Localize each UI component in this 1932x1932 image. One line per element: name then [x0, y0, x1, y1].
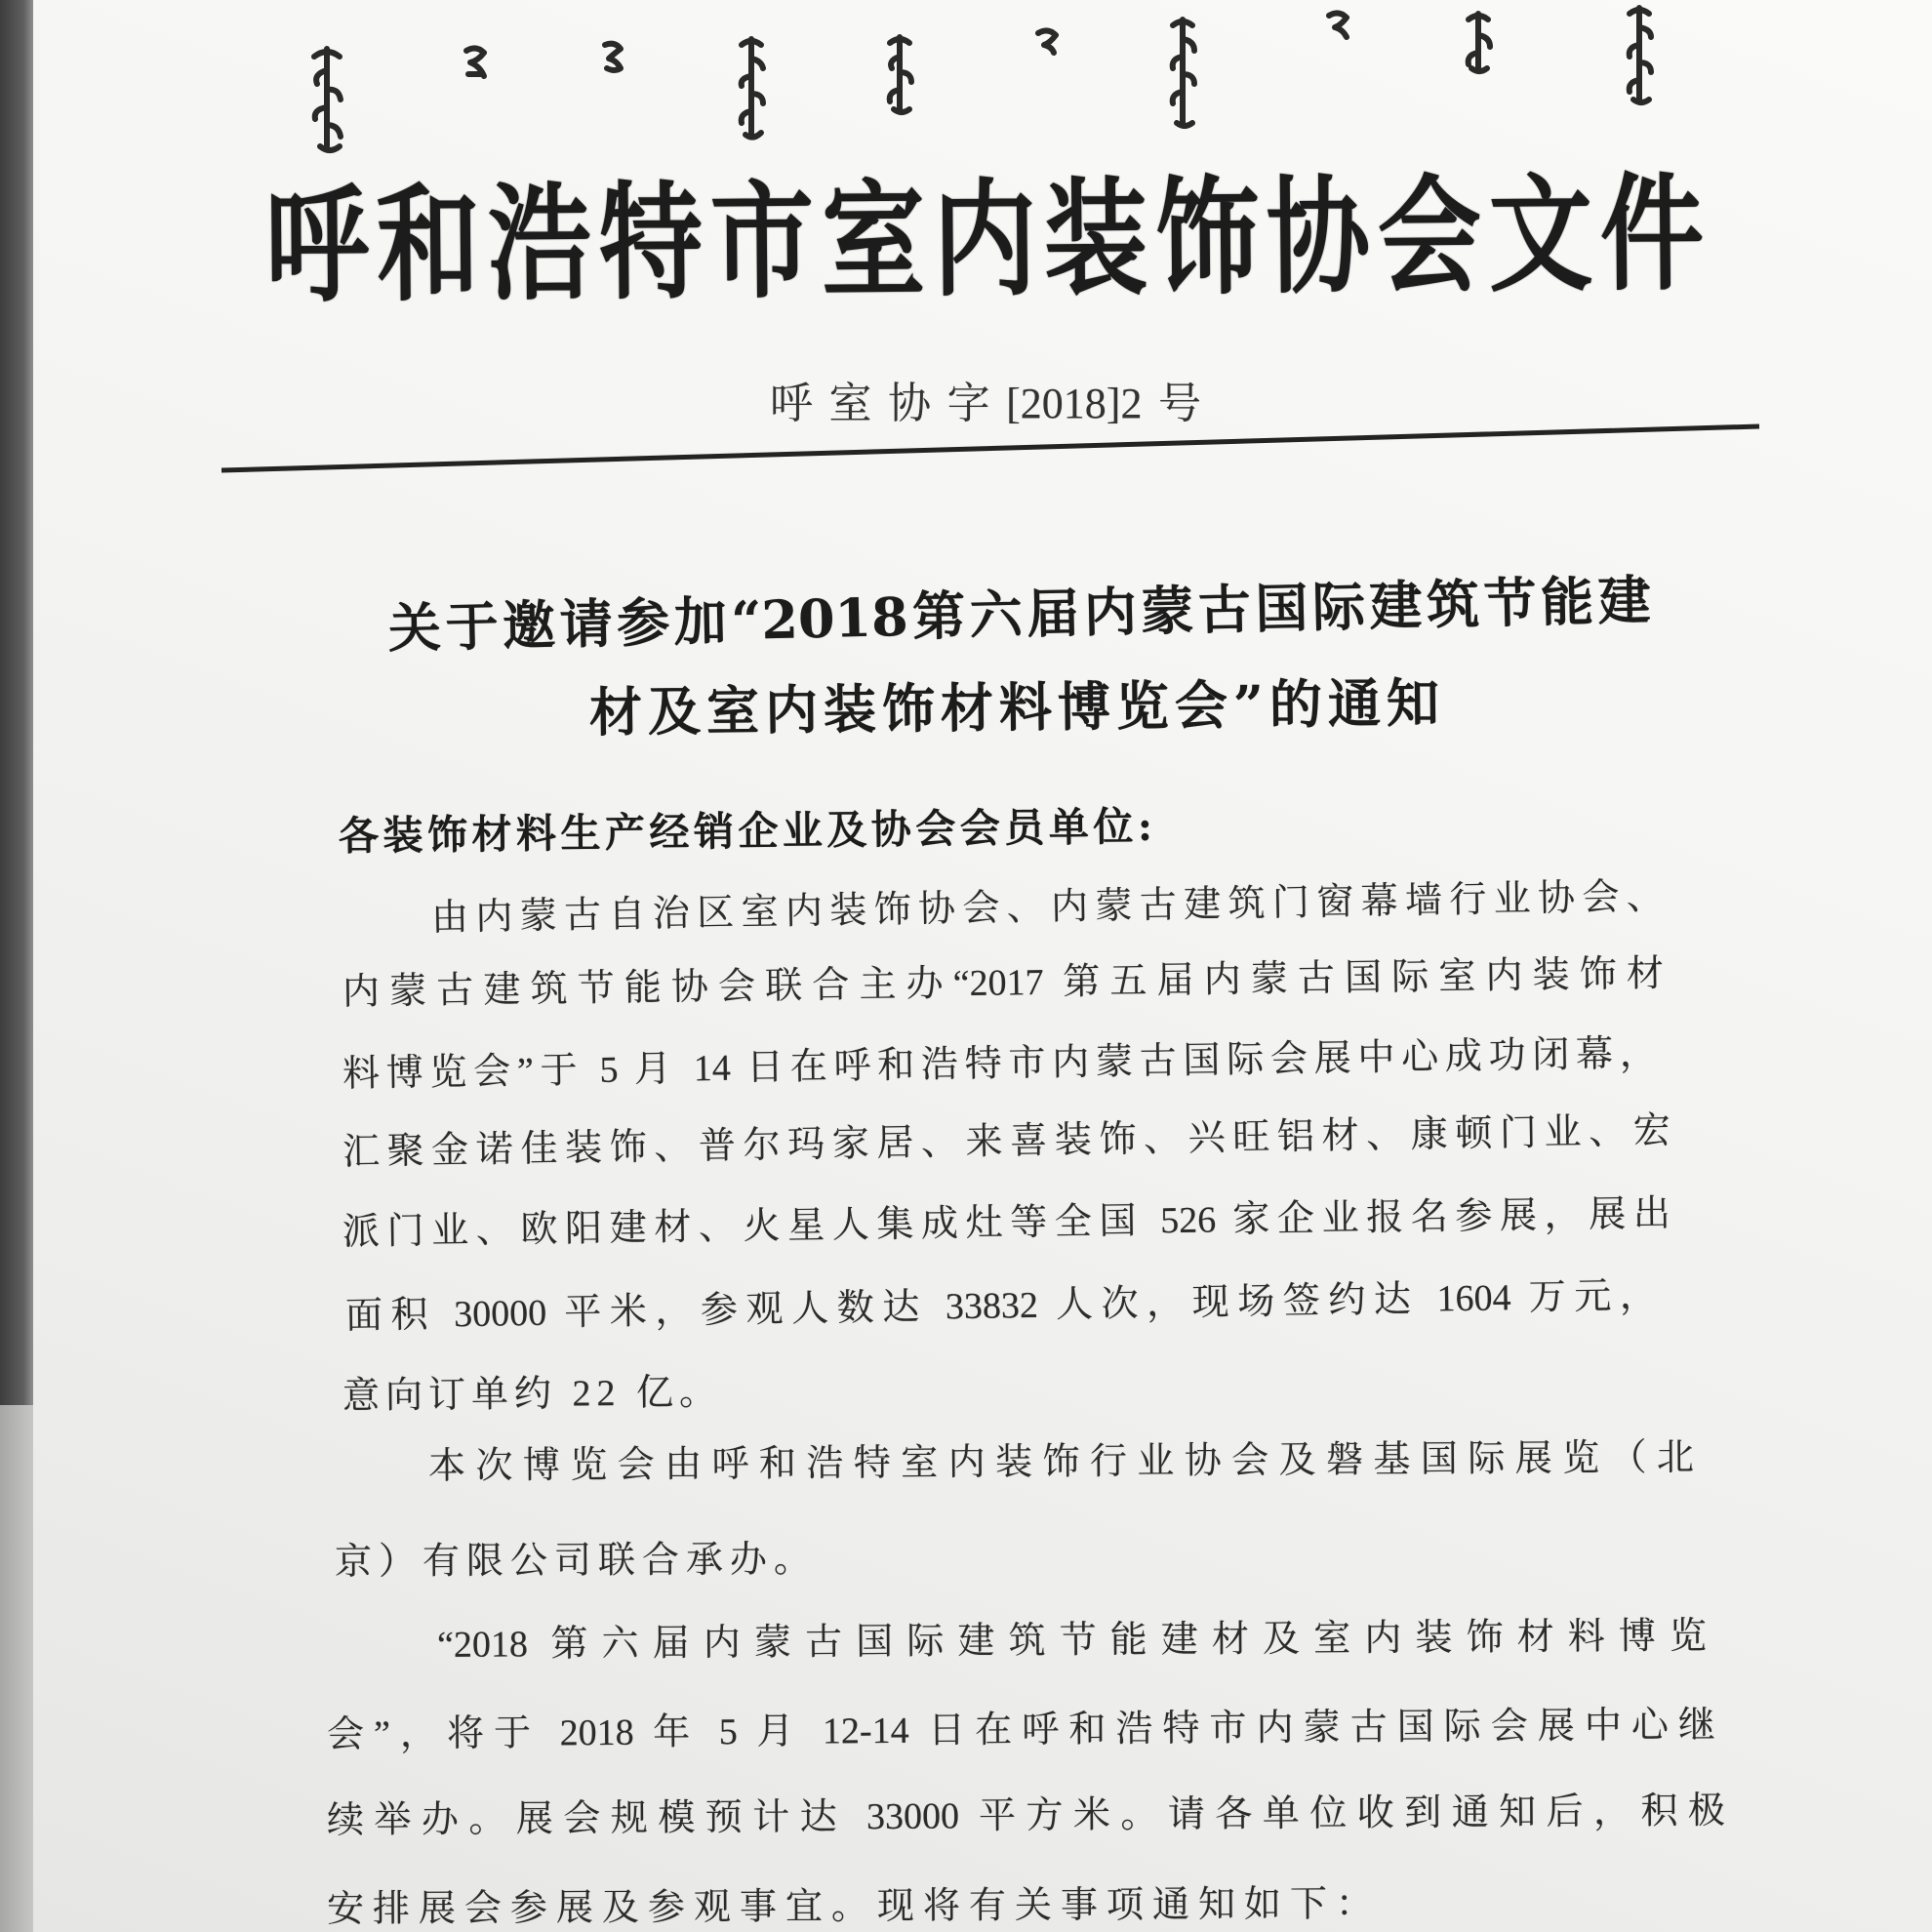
- mongolian-glyph-icon: [1329, 13, 1347, 37]
- organization-title: 呼和浩特市室内装饰协会文件: [264, 158, 1705, 320]
- document-number: 呼室协字[2018]2号: [770, 380, 1201, 427]
- body-line: 安排展会参展及参观事宜。现将有关事项通知如下：: [326, 1883, 1383, 1930]
- header-separator-rule: [221, 426, 1759, 470]
- mongolian-glyph-icon: [1630, 8, 1651, 102]
- mongolian-glyph-icon: [890, 37, 911, 112]
- body-line: 内蒙古建筑节能协会联合主办“2017 第五届内蒙古国际室内装饰材: [342, 953, 1665, 1013]
- body-line: 料博览会”于 5 月 14 日在呼和浩特市内蒙古国际会展中心成功闭幕，: [342, 1032, 1658, 1095]
- body-line: 面积 30000 平米，参观人数达 33832 人次，现场签约达 1604 万元，: [344, 1274, 1658, 1337]
- photo-edge-background: [0, 1405, 33, 1932]
- mongolian-glyph-icon: [1173, 20, 1194, 126]
- mongolian-glyph-icon: [1469, 14, 1490, 71]
- mongolian-glyph-icon: [742, 39, 763, 138]
- notice-title-line: 关于邀请参加“2018第六届内蒙古国际建筑节能建: [387, 568, 1652, 660]
- body-line: 本次博览会由呼和浩特室内装饰行业协会及磐基国际展览（北: [427, 1436, 1695, 1487]
- body-line: 意向订单约 22 亿。: [342, 1371, 723, 1417]
- salutation: 各装饰材料生产经销企业及协会会员单位:: [338, 802, 1153, 860]
- mongolian-glyph-icon: [605, 44, 621, 70]
- body-line: 续举办。展会规模预计达 33000 平方米。请各单位收到通知后，积极: [326, 1790, 1726, 1841]
- body-line: 汇聚金诺佳装饰、普尔玛家居、来喜装饰、兴旺铝材、康顿门业、宏: [342, 1109, 1671, 1173]
- notice-title-line: 材及室内装饰材料博览会”的通知: [588, 670, 1440, 744]
- body-line: 派门业、欧阳建材、火星人集成灶等全国 526 家企业报名参展，展出: [342, 1192, 1671, 1253]
- body-line: 由内蒙古自治区室内装饰协会、内蒙古建筑门窗幕墙行业协会、: [430, 875, 1665, 939]
- body-line: 会”，将于 2018 年 5 月 12-14 日在呼和浩特市内蒙古国际会展中心继: [326, 1705, 1716, 1755]
- mongolian-glyph-icon: [466, 48, 484, 76]
- body-line: 京）有限公司联合承办。: [334, 1539, 819, 1583]
- mongolian-glyph-icon: [1038, 30, 1056, 53]
- body-line: “2018 第六届内蒙古国际建筑节能建材及室内装饰材料博览: [436, 1615, 1708, 1666]
- mongolian-glyph-icon: [314, 49, 341, 150]
